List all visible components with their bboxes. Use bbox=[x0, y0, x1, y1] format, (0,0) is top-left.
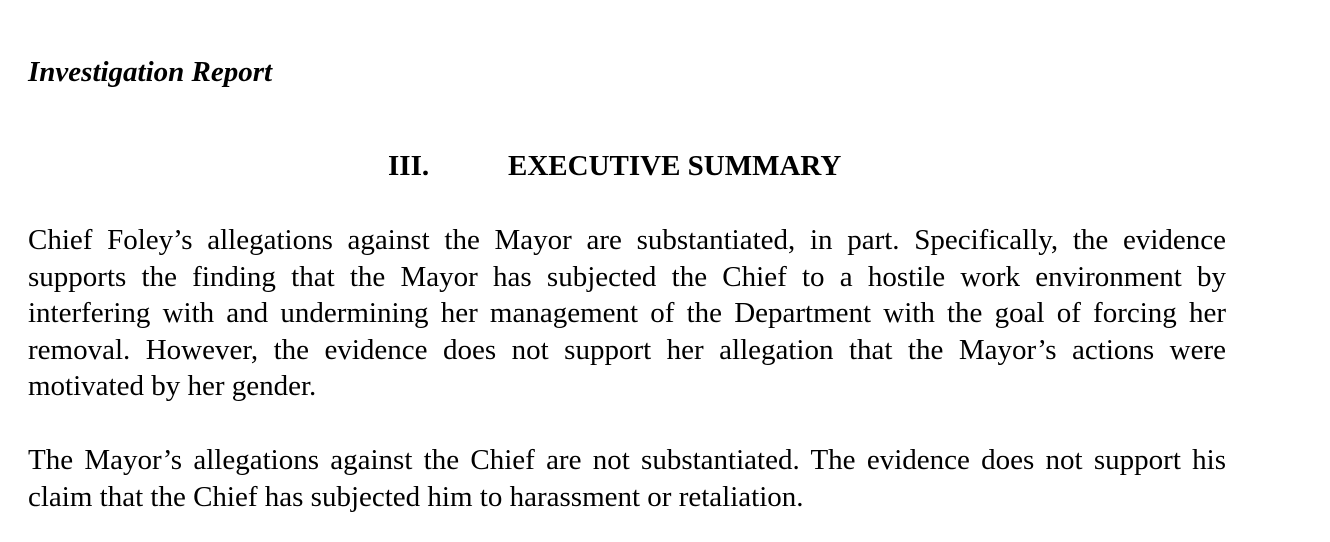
section-title: EXECUTIVE SUMMARY bbox=[508, 150, 842, 182]
summary-paragraph-2: The Mayor’s allegations against the Chief are not substantiated. The evidence does not support his claim that the Chief has subjected him to harassment or retaliation. bbox=[28, 444, 1226, 513]
section-number: III. bbox=[388, 150, 430, 182]
report-header: Investigation Report bbox=[28, 56, 273, 88]
document-page bbox=[28, 0, 1226, 542]
summary-paragraph-1: Chief Foley’s allegations against the Mayor are substantiated, in part. Specifically, the evidence supports the finding that the Mayor has subjected the Chief to a hostile work environment by interfering with and undermining her management of the Department with the goal of forcing her removal. However, the evidence does not support her allegation that the Mayor’s actions were motivated by her gender. bbox=[28, 224, 1226, 403]
